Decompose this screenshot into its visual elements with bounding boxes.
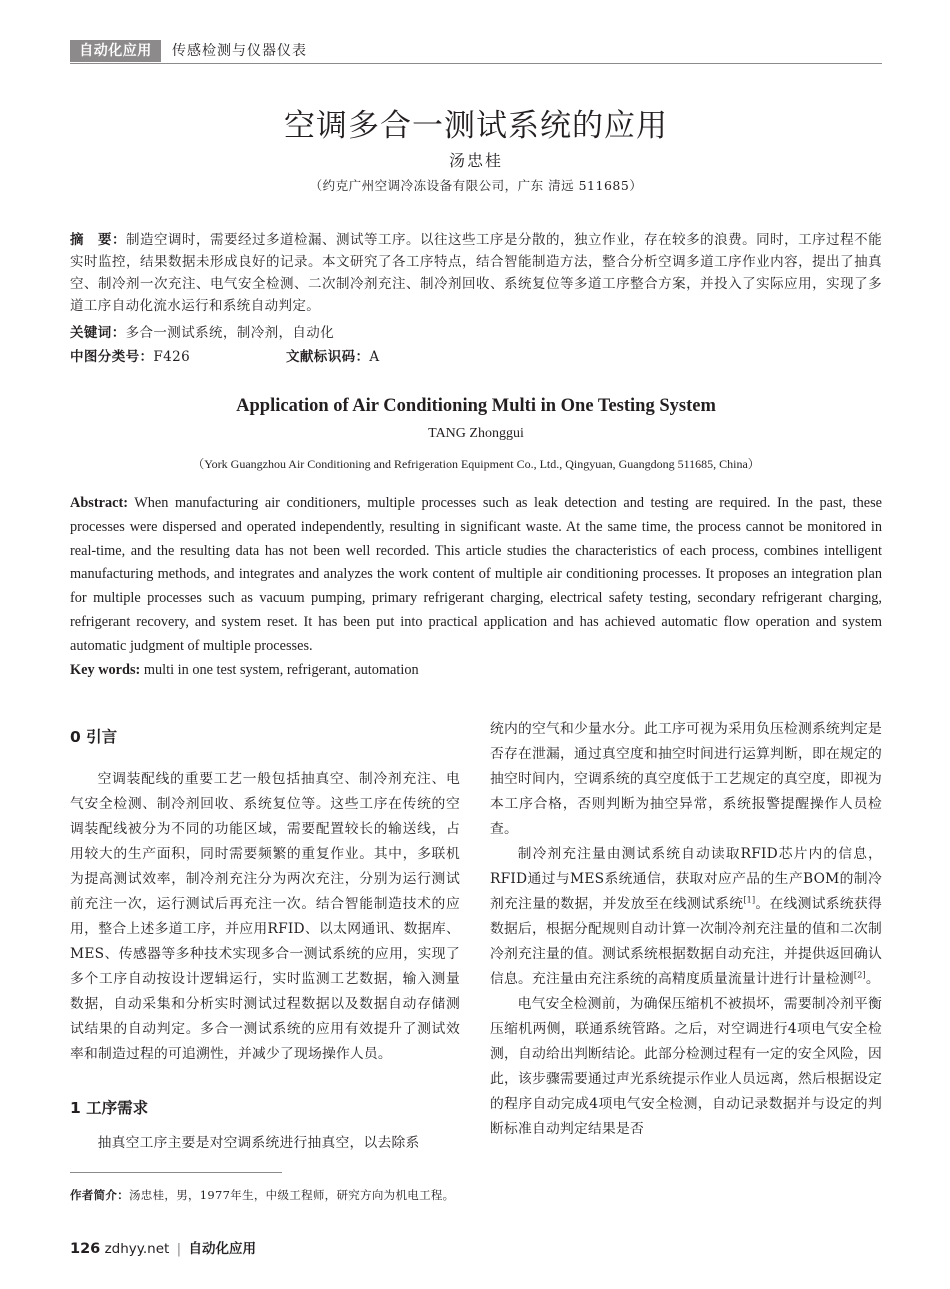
intro-paragraph bbox=[70, 767, 460, 1067]
para2-part-b: 。在线测试系统获得数据后，根据分配规则自动计算一次制冷剂充注量的值和二次制冷剂充注量的值。测试系统根据数据自动充注，并提供返回确认信息。充注量由充注系统的高精度质量流量计进行计量检测 bbox=[490, 896, 882, 987]
footnote-text: 汤忠桂，男，1977年生，中级工程师，研究方向为机电工程。 bbox=[129, 1188, 455, 1202]
site-url: zdhyy.net bbox=[104, 1241, 170, 1257]
abstract-label-en: Abstract: bbox=[70, 495, 128, 511]
vacuum-paragraph bbox=[70, 1131, 460, 1156]
footnote-rule bbox=[70, 1172, 282, 1173]
para2-part-a: 制冷剂充注量由测试系统自动读取RFID芯片内的信息，RFID通过与MES系统通信，获取对应产品的生产BOM的制冷剂充注量的数据，并发放至在线测试系统 bbox=[490, 846, 882, 912]
section-tag: 自动化应用 bbox=[70, 40, 161, 62]
title-en: Application of Air Conditioning Multi in One Testing System bbox=[236, 396, 716, 416]
section-1-heading: 1 工序需求 bbox=[70, 1099, 149, 1117]
page-number: 126 bbox=[70, 1241, 101, 1257]
keywords-cn bbox=[70, 322, 882, 344]
keywords-text-en: multi in one test system, refrigerant, automation bbox=[143, 662, 419, 678]
section-0-heading: 0 引言 bbox=[70, 728, 118, 746]
footer-separator: | bbox=[176, 1241, 182, 1257]
citation-2: [2] bbox=[853, 970, 866, 980]
clc-value: F426 bbox=[153, 349, 191, 365]
para2-part-c: 。 bbox=[865, 971, 880, 987]
right-paragraph-2 bbox=[490, 842, 882, 992]
abstract-text-cn: 制造空调时，需要经过多道检漏、测试等工序。以往这些工序是分散的，独立作业，存在较多的浪费。同时，工序过程不能实时监控，结果数据未形成良好的记录。本文研究了各工序特点，结合智能制造方法，整合分析空调多道工序作业内容，提出了抽真空、制冷剂一次充注、电气安全检测、二次制冷剂充注、制冷剂回收、系统复位等多道工序整合方案，并投入了实际应用，实现了多道工序自动化流水运行和系统自动判定。 bbox=[70, 232, 882, 314]
citation-1: [1] bbox=[743, 895, 756, 905]
affiliation-cn: （约克广州空调冷冻设备有限公司，广东 清远 511685） bbox=[309, 178, 643, 193]
right-column bbox=[490, 717, 882, 1142]
doc-code-value: A bbox=[369, 349, 380, 365]
author-footnote bbox=[70, 1187, 454, 1203]
keywords-label-cn: 关键词： bbox=[70, 325, 126, 341]
abstract-text-en: When manufacturing air conditioners, multiple processes such as leak detection and testing are required. In the past, these processes were dispersed and operated independently, resulting in significant waste. At the same time, the process cannot be monitored in real-time, and the resulting data has not been well recorded. This article studies the characteristics of each process, combines intelligent manufacturing methods, and integrates and analyzes the work content of multiple air conditioning processes. It proposes an integration plan for multiple processes such as vacuum pumping, primary refrigerant charging, electrical safety testing, secondary refrigerant charging, refrigerant recovery, and system reset. It has been put into practical application and has achieved automatic flow operation and system automatic judgment of multiple processes. bbox=[70, 495, 882, 654]
clc-label: 中图分类号： bbox=[70, 349, 154, 365]
right-paragraph-1: 统内的空气和少量水分。此工序可视为采用负压检测系统判定是否存在泄漏，通过真空度和抽空时间进行运算判断，即在规定的抽空时间内，空调系统的真空度低于工艺规定的真空度，即视为本工序合格，否则判断为抽空异常，系统报警提醒操作人员检查。 bbox=[490, 721, 882, 837]
abstract-label-cn: 摘 要： bbox=[70, 232, 127, 248]
classification-line bbox=[70, 346, 882, 368]
section-name: 传感检测与仪器仪表 bbox=[172, 43, 307, 59]
affiliation-en: （York Guangzhou Air Conditioning and Refrigeration Equipment Co., Ltd., Qingyuan, Guangdong 511685, China） bbox=[192, 457, 760, 471]
header-rule bbox=[70, 63, 882, 64]
abstract-en bbox=[70, 492, 882, 659]
title-cn: 空调多合一测试系统的应用 bbox=[284, 108, 668, 144]
keywords-en bbox=[70, 659, 882, 683]
doc-code bbox=[286, 346, 380, 368]
doc-code-label: 文献标识码： bbox=[286, 349, 370, 365]
author-cn: 汤忠桂 bbox=[448, 151, 503, 170]
abstract-cn bbox=[70, 229, 882, 317]
right-paragraph-3: 电气安全检测前，为确保压缩机不被损坏，需要制冷剂平衡压缩机两侧，联通系统管路。之后，对空调进行4项电气安全检测，自动给出判断结论。此部分检测过程有一定的安全风险，因此，该步骤需要通过声光系统提示作业人员远离，然后根据设定的程序自动完成4项电气安全检测，自动记录数据并与设定的判断标准自动判定结果是否 bbox=[490, 996, 882, 1137]
author-en: TANG Zhonggui bbox=[428, 426, 524, 441]
page-footer bbox=[70, 1237, 256, 1257]
keywords-text-cn: 多合一测试系统，制冷剂，自动化 bbox=[125, 325, 335, 341]
footnote-label: 作者简介： bbox=[70, 1188, 129, 1202]
vacuum-text: 抽真空工序主要是对空调系统进行抽真空，以去除系 bbox=[97, 1135, 420, 1151]
keywords-label-en: Key words: bbox=[70, 662, 141, 678]
magazine-name: 自动化应用 bbox=[188, 1241, 256, 1257]
intro-text: 空调装配线的重要工艺一般包括抽真空、制冷剂充注、电气安全检测、制冷剂回收、系统复位等。这些工序在传统的空调装配线被分为不同的功能区域，需要配置较长的输送线，占用较大的生产面积，同时需要频繁的重复作业。其中，多联机为提高测试效率，制冷剂充注分为两次充注，分别为运行测试前充注一次，运行测试后再充注一次。结合智能制造技术的应用，整合上述多道工序，并应用RFID、以太网通讯、数据库、MES、传感器等多种技术实现多合一测试系统的应用，实现了多个工序自动按设计逻辑运行，实时监测工艺数据，输入测量数据，自动采集和分析实时测试过程数据以及数据自动存储测试结果的自动判定。多合一测试系统的应用有效提升了测试效率和制造过程的可追溯性，并减少了现场操作人员。 bbox=[70, 771, 460, 1062]
